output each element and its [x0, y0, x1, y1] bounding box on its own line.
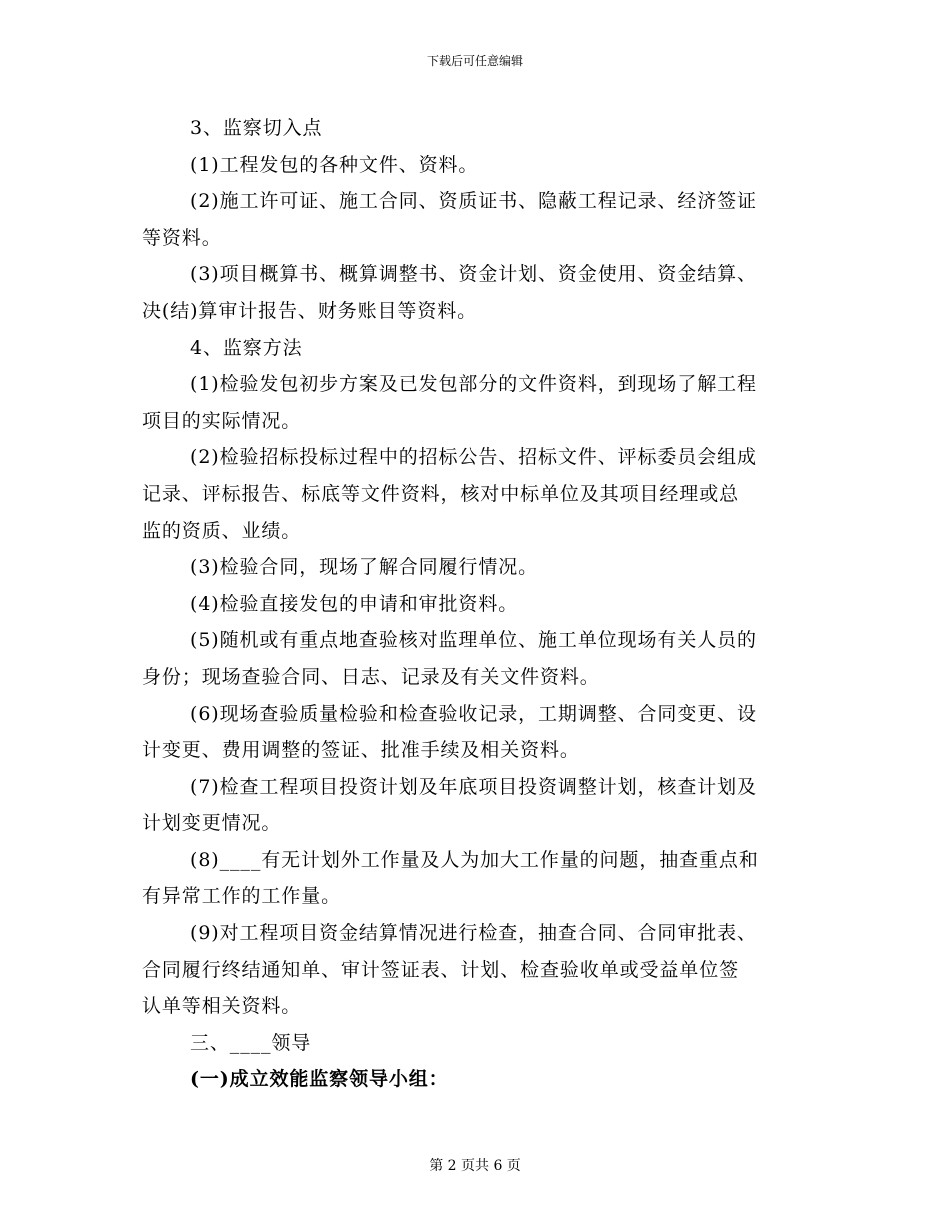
paragraph-line: (8)____有无计划外工作量及人为加大工作量的问题，抽查重点和 [190, 848, 759, 871]
paragraph-line: 身份；现场查验合同、日志、记录及有关文件资料。 [142, 665, 600, 688]
paragraph-line: 决(结)算审计报告、财务账目等资料。 [142, 299, 478, 322]
paragraph-line: (6)现场查验质量检验和检查验收记录，工期调整、合同变更、设 [190, 702, 757, 725]
paragraph-line: (一)成立效能监察领导小组： [190, 1068, 449, 1091]
paragraph-line: 4、监察方法 [190, 336, 303, 359]
paragraph-line: (2)检验招标投标过程中的招标公告、招标文件、评标委员会组成 [190, 446, 757, 469]
paragraph-line: (5)随机或有重点地查验核对监理单位、施工单位现场有关人员的 [190, 629, 757, 652]
paragraph-line: 认单等相关资料。 [142, 995, 302, 1018]
paragraph-line: 3、监察切入点 [190, 117, 323, 139]
paragraph-line: (4)检验直接发包的申请和审批资料。 [190, 592, 519, 615]
paragraph-line: 计划变更情况。 [142, 812, 282, 835]
paragraph-line: (1)检验发包初步方案及已发包部分的文件资料，到现场了解工程 [190, 373, 757, 396]
page-footer: 第 2 页共 6 页 [429, 1158, 521, 1174]
paragraph-line: (3)检验合同，现场了解合同履行情况。 [190, 556, 539, 579]
paragraph-line: (2)施工许可证、施工合同、资质证书、隐蔽工程记录、经济签证 [190, 190, 757, 213]
paragraph-line: (7)检查工程项目投资计划及年底项目投资调整计划，核查计划及 [190, 775, 757, 798]
paragraph-line: (1)工程发包的各种文件、资料。 [190, 153, 479, 176]
paragraph-line: 三、____领导 [190, 1031, 312, 1054]
paragraph-line: 等资料。 [142, 226, 222, 249]
paragraph-line: 计变更、费用调整的签证、批准手续及相关资料。 [142, 739, 580, 762]
paragraph-line: 项目的实际情况。 [142, 409, 302, 432]
paragraph-line: 监的资质、业绩。 [142, 519, 302, 542]
document-body [142, 110, 808, 1098]
paragraph-line: 合同履行终结通知单、审计签证表、计划、检查验收单或受益单位签 [142, 958, 740, 981]
paragraph-line: (3)项目概算书、概算调整书、资金计划、资金使用、资金结算、 [190, 263, 757, 286]
paragraph-line: 有异常工作的工作量。 [142, 885, 342, 908]
paragraph-line: 记录、评标报告、标底等文件资料，核对中标单位及其项目经理或总 [142, 482, 740, 505]
page-header: 下载后可任意编辑 [426, 54, 523, 68]
paragraph-line: (9)对工程项目资金结算情况进行检查，抽查合同、合同审批表、 [190, 922, 757, 945]
